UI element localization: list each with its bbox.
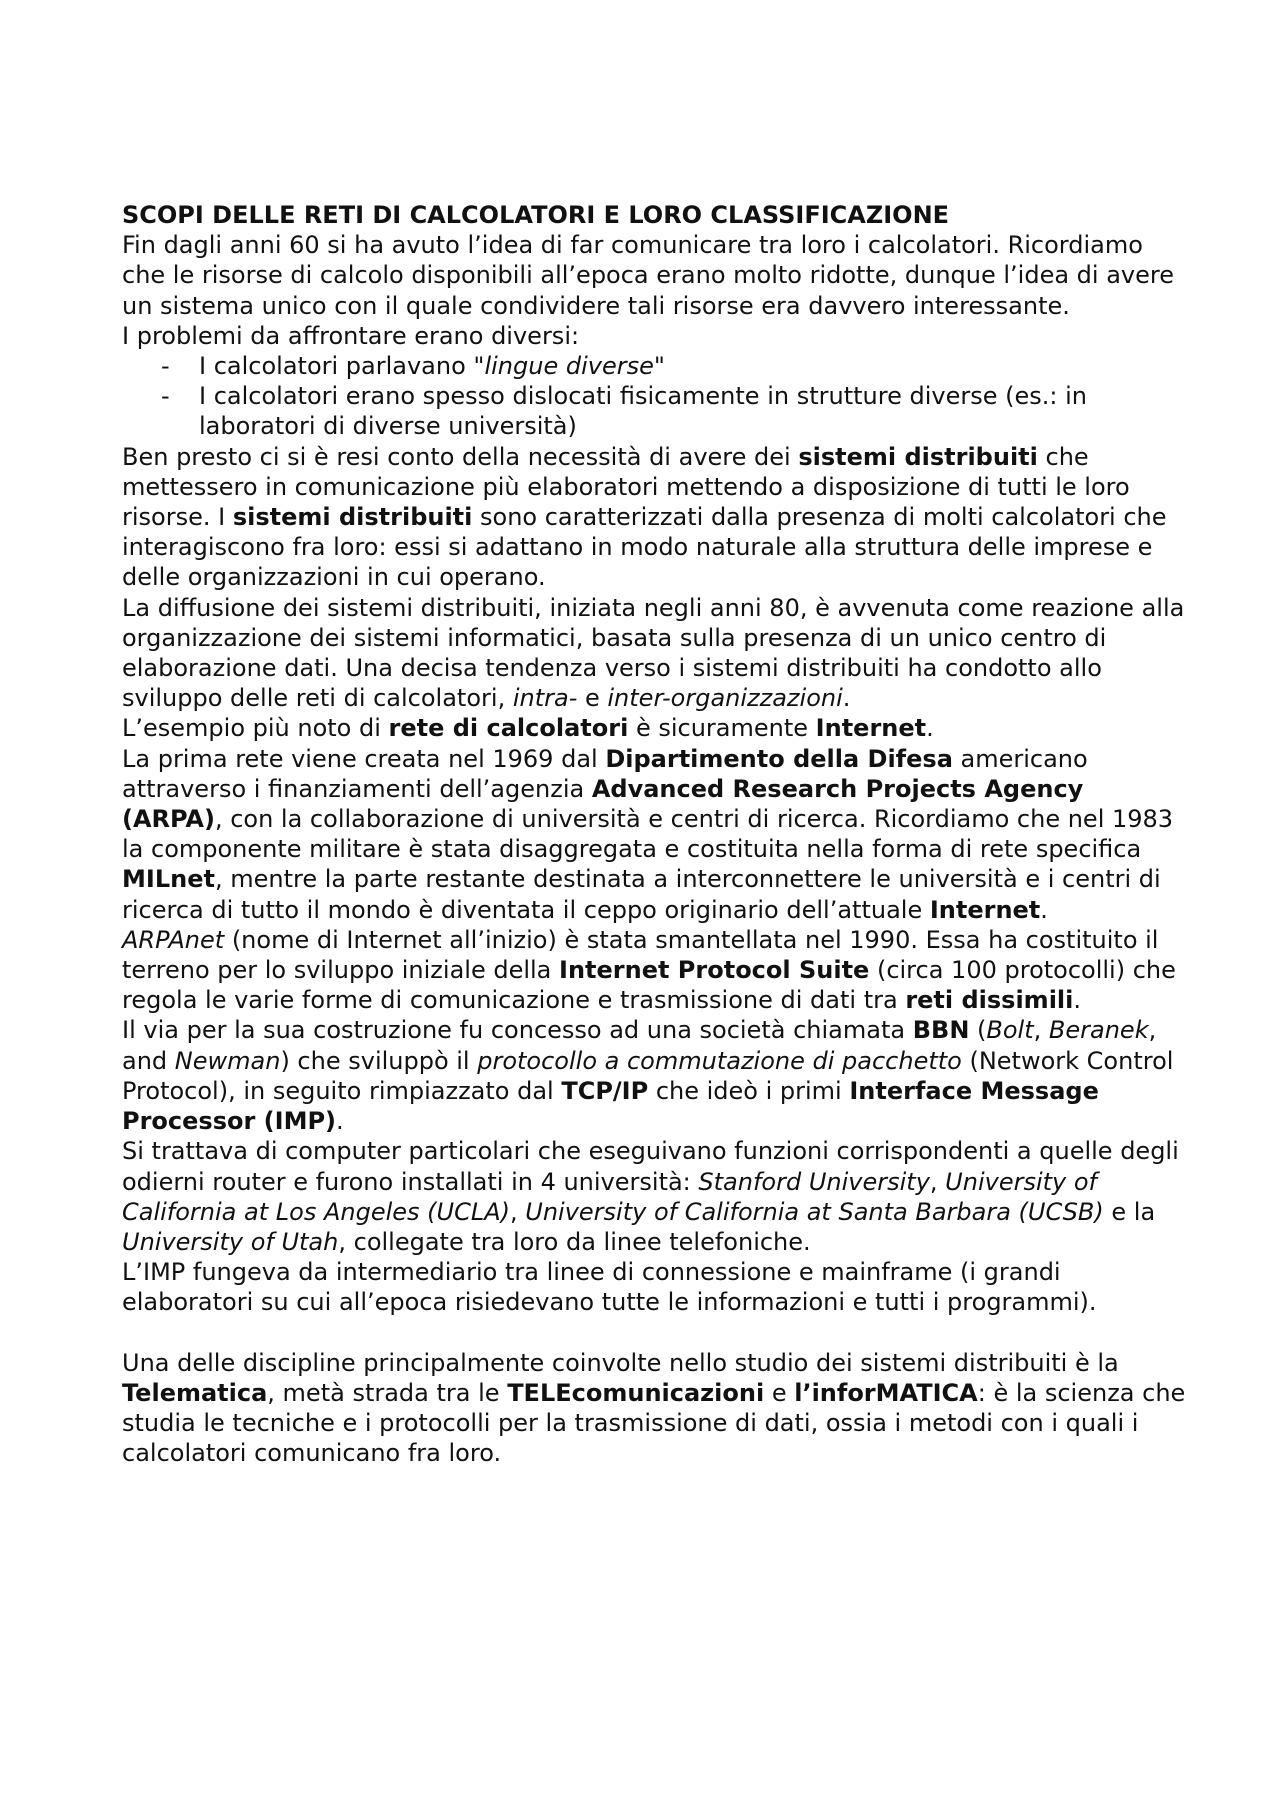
text-run: La diffusione dei sistemi distribuiti, iniziata negli anni 80, è avvenuta come reazione alla organizzazione dei sistemi informatici, basata sulla presenza di un unico centro di elaborazione dati. Una decisa tendenza verso i sistemi distribuiti ha condotto allo sviluppo delle reti di calcolatori, [122,593,1185,713]
bold-text: Dipartimento della Difesa [605,744,953,773]
bold-text: Internet Protocol Suite [559,956,870,985]
bold-text: Advanced Research Projects Agency (ARPA) [122,774,1084,834]
bullet-text [199,352,665,380]
italic-text: ARPAnet [122,925,225,954]
text-run: " [653,352,665,381]
bold-text: Internet [929,895,1041,924]
paragraph-distributed-systems [122,442,1192,593]
text-run: : è la scienza che studia le tecniche e i protocolli per la trasmissione di dati, ossia i metodi con i quali i calcolatori comunicano fra loro. [122,1378,1186,1468]
bold-text: MILnet [122,865,215,894]
text-run: . [926,714,934,743]
text-run: . [842,684,851,713]
list-item [122,381,1192,441]
paragraph-telematica [122,1348,1192,1469]
document-title [122,200,1192,230]
italic-text: Newman [174,1046,281,1075]
text-run: Si trattava di computer particolari che eseguivano funzioni corrispondenti a quelle degli odierni router e furono installati in 4 università: [122,1137,1179,1196]
text-run: , and [122,1016,1157,1075]
intro-paragraph [122,230,1192,321]
bullet-dash: - [161,382,170,411]
bullet-text [199,382,1087,440]
paragraph-diffusion [122,593,1192,714]
text-run: L’IMP fungeva da intermediario tra linee di connessione e mainframe (i grandi elaboratori su cui all’epoca risiedevano tutte le informazioni e tutti i programmi). [122,1258,1097,1317]
paragraph-internet-example [122,713,1192,743]
italic-text: University of Utah [122,1227,339,1256]
text-run: , [1033,1016,1049,1045]
bold-text: Interface Message Processor (IMP) [122,1076,1099,1136]
text-run: (nome di Internet all’inizio) è stata smantellata nel 1990. Essa ha costituito il terreno per lo sviluppo iniziale della [122,925,1159,985]
title-text: SCOPI DELLE RETI DI CALCOLATORI E LORO CLASSIFICAZIONE [122,201,950,229]
problems-intro [122,321,1192,351]
paragraph-first-network [122,744,1192,925]
text-run: , [929,1167,946,1196]
italic-text: University of California at Los Angeles (UCLA) [122,1167,1097,1226]
text-run: e la [1103,1197,1156,1226]
bold-text: rete di calcolatori [388,714,629,743]
bold-text: l’inforMATICA [794,1378,978,1407]
italic-text: University of California at Santa Barbara (UCSB) [525,1197,1104,1226]
paragraph-universities [122,1136,1192,1257]
problems-list [122,351,1192,442]
paragraph-arpanet [122,925,1192,1016]
text-run: è sicuramente [628,714,816,743]
bold-text: TELEcomunicazioni [507,1378,765,1407]
bullet-dash: - [161,352,170,381]
text-run: , mentre la parte restante destinata a interconnettere le università e i centri di ricerca di tutto il mondo è diventata il ceppo originario dell’attuale [122,865,1161,924]
text-run: americano attraverso i finanziamenti dell’agenzia [122,744,1088,803]
text-run: Una delle discipline principalmente coinvolte nello studio dei sistemi distribuiti è la [122,1348,1119,1377]
text-run: I problemi da affrontare erano diversi: [122,321,580,350]
text-run: , metà strada tra le [267,1378,508,1407]
bold-text: sistemi distribuiti [232,503,473,532]
text-run: Fin dagli anni 60 si ha avuto l’idea di far comunicare tra loro i calcolatori. Ricordiamo che le risorse di calcolo disponibili all’epoca erano molto ridotte, dunque l’idea di avere un sistema unico con il quale condividere tali risorse era davvero interessante. [122,231,1174,320]
text-run: che ideò i primi [648,1076,850,1105]
text-run: che mettessero in comunicazione più elaboratori mettendo a disposizione di tutti le loro risorse. I [122,442,1130,532]
text-run: . [336,1107,344,1136]
text-run: sono caratterizzati dalla presenza di molti calcolatori che interagiscono fra loro: essi si adattano in modo naturale alla struttura delle imprese e delle organizzazioni in cui operano. [122,503,1167,592]
italic-text: protocollo a commutazione di pacchetto [477,1046,962,1075]
bold-text: sistemi distribuiti [798,442,1038,471]
text-run: , [509,1197,526,1226]
text-run: I calcolatori parlavano " [199,352,485,381]
bold-text: BBN [912,1016,970,1045]
list-item [122,351,1192,381]
paragraph-bbn [122,1015,1192,1136]
blank-line [122,1318,1192,1348]
italic-text: inter-organizzazioni [607,684,843,713]
document-page [122,200,1192,1469]
text-run: , con la collaborazione di università e centri di ricerca. Ricordiamo che nel 1983 la componente militare è stata disaggregata e costituita nella forma di rete specifica [122,805,1174,864]
bold-text: Internet [815,714,927,743]
text-run: Il via per la sua costruzione fu concesso ad una società chiamata [122,1016,913,1045]
text-run: (circa 100 protocolli) che regola le varie forme di comunicazione e trasmissione di dati tra [122,956,1176,1015]
bold-text: reti dissimili [905,986,1074,1015]
text-run: . [1073,986,1082,1015]
italic-text: Stanford University [698,1167,930,1196]
text-run: L’esempio più noto di [122,714,389,743]
text-run: I calcolatori erano spesso dislocati fisicamente in strutture diverse (es.: in laboratori di diverse università) [199,382,1087,441]
text-run: , collegate tra loro da linee telefoniche. [338,1227,811,1256]
italic-text: Beranek [1048,1016,1149,1045]
text-run: e [577,684,608,713]
text-run: La prima rete viene creata nel 1969 dal [122,744,606,773]
text-run: . [1040,895,1048,924]
paragraph-imp [122,1257,1192,1317]
italic-text: Bolt [986,1016,1034,1045]
text-run: (Network Control Protocol), in seguito rimpiazzato dal [122,1046,1174,1105]
text-run: e [764,1378,795,1407]
text-run: ( [969,1016,987,1045]
bold-text: Telematica [122,1378,268,1407]
italic-text: intra- [512,684,578,713]
bold-text: TCP/IP [561,1076,649,1105]
italic-text: lingue diverse [484,352,654,381]
text-run: ) che sviluppò il [280,1046,478,1075]
text-run: Ben presto ci si è resi conto della necessità di avere dei [122,442,799,471]
